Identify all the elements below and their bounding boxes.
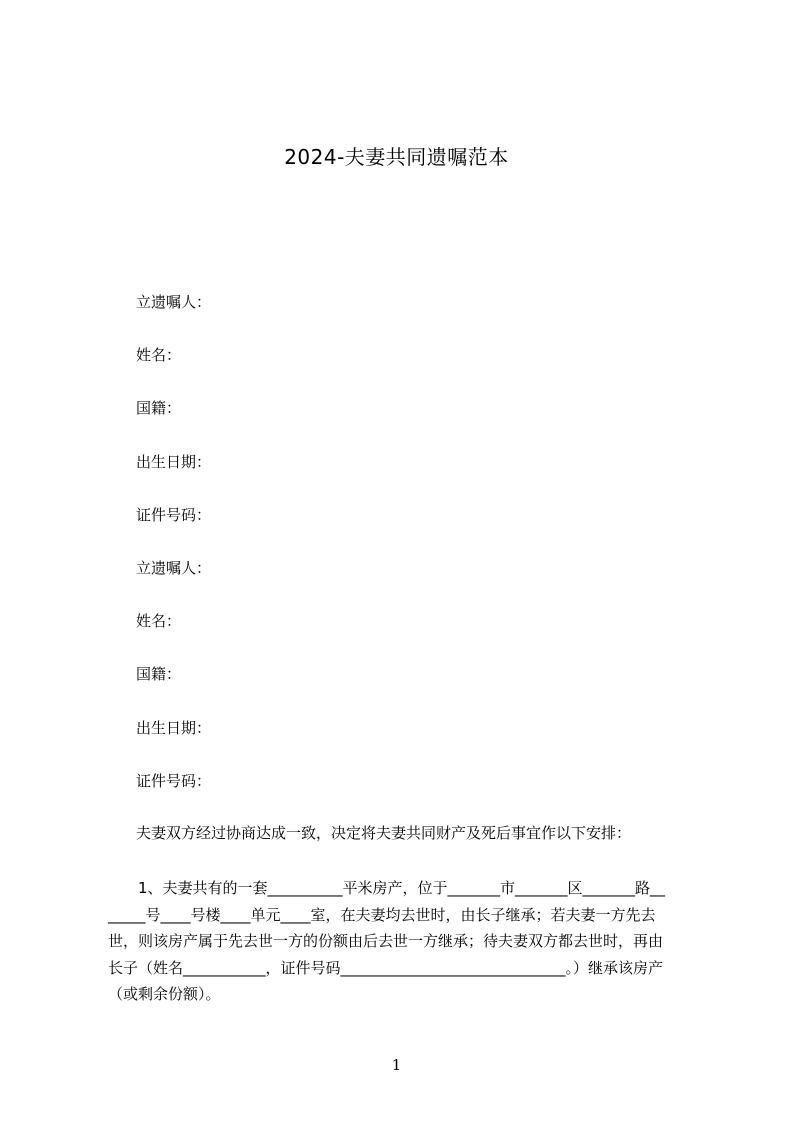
testator-1-birth-label: 出生日期： (136, 453, 212, 471)
testator-1-nationality-label: 国籍： (136, 399, 182, 417)
clause-1-line: 1、夫妻共有的一套__________平米房产，位于_______市_______区_______路__ (138, 879, 666, 897)
document-title: 2024-夫妻共同遗嘱范本 (284, 145, 509, 169)
clause-1-line: _____号____号楼____单元____室，在夫妻均去世时，由长子继承；若夫妻一方先去 (108, 905, 656, 924)
testator-2-id-label: 证件号码： (136, 772, 212, 790)
clause-1-line: 长子（姓名___________，证件号码______________________________。）继承该房产 (108, 958, 664, 977)
intro-paragraph: 夫妻双方经过协商达成一致，决定将夫妻共同财产及死后事宜作以下安排： (136, 824, 632, 842)
testator-2-name-label: 姓名： (136, 612, 182, 630)
clause-1-line: （或剩余份额）。 (108, 985, 221, 1003)
testator-1-heading: 立遗嘱人： (136, 293, 212, 311)
clause-1-line: 世，则该房产属于先去世一方的份额由后去世一方继承；待夫妻双方都去世时，再由 (108, 932, 664, 950)
testator-2-heading: 立遗嘱人： (136, 559, 212, 577)
testator-1-name-label: 姓名： (136, 346, 182, 364)
testator-2-birth-label: 出生日期： (136, 719, 212, 737)
testator-1-id-label: 证件号码： (136, 506, 212, 524)
testator-2-nationality-label: 国籍： (136, 665, 182, 683)
clause-1-paragraph (108, 875, 708, 1008)
page-number: 1 (391, 1056, 402, 1074)
